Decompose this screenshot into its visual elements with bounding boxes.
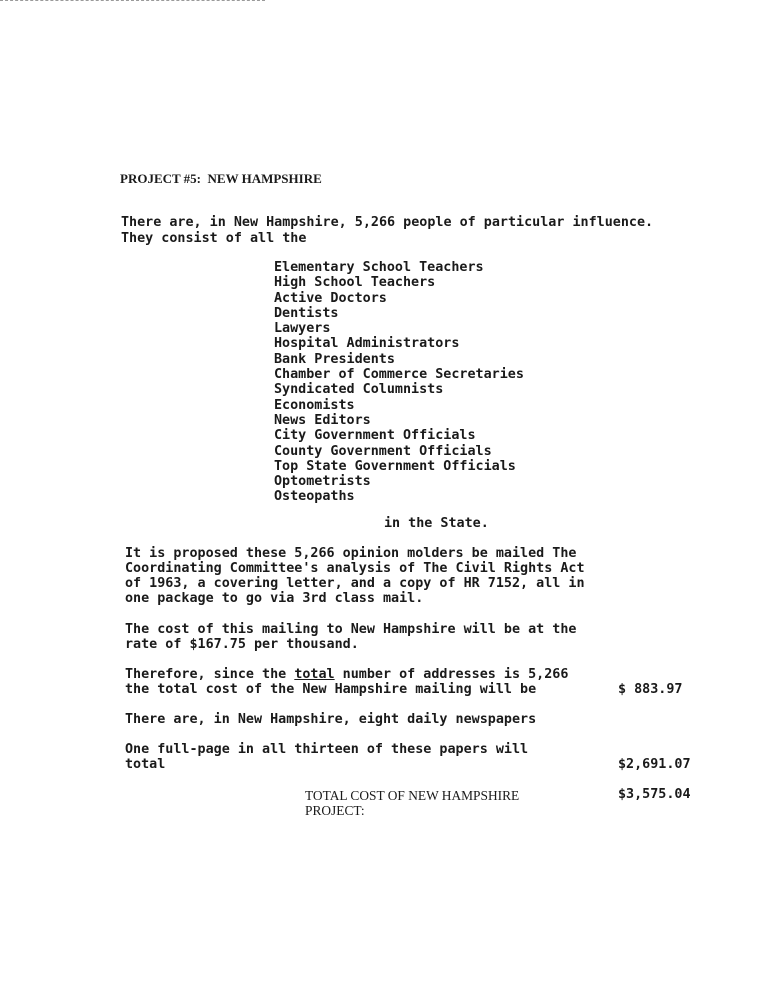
category-item: Elementary School Teachers: [274, 260, 484, 275]
category-item: Top State Government Officials: [274, 458, 516, 474]
category-item: News Editors: [274, 412, 371, 428]
category-item: Osteopaths: [274, 489, 355, 505]
proposal-line-4: one package to go via 3rd class mail.: [125, 591, 424, 606]
in-the-state-text: in the State.: [384, 516, 489, 531]
ads-line-2: total: [125, 757, 166, 772]
total-label-line-2: PROJECT:: [305, 803, 365, 818]
total-label-line-1: TOTAL COST OF NEW HAMPSHIRE: [305, 788, 520, 803]
proposal-line-1: It is proposed these 5,266 opinion molders be mailed The: [125, 546, 577, 561]
category-item: Hospital Administrators: [274, 336, 460, 352]
category-item: Active Doctors: [274, 290, 387, 306]
category-item: Economists: [274, 397, 355, 413]
category-item: Lawyers: [274, 321, 331, 337]
mailing-total-line-2: the total cost of the New Hampshire mailing will be: [125, 682, 537, 697]
ads-line-1: One full-page in all thirteen of these papers will: [125, 742, 529, 757]
influence-categories-list: [274, 260, 524, 505]
intro-line-2: They consist of all the: [121, 231, 307, 246]
newspapers-text: There are, in New Hampshire, eight daily newspapers: [125, 712, 537, 727]
category-item: Chamber of Commerce Secretaries: [274, 367, 524, 383]
total-cost-amount: $3,575.04: [618, 787, 691, 802]
ads-cost-amount: $2,691.07: [618, 757, 691, 772]
category-item: High School Teachers: [274, 275, 436, 291]
underlined-word: total: [294, 667, 335, 682]
proposal-line-2: Coordinating Committee's analysis of The Civil Rights Act: [125, 561, 585, 576]
category-item: County Government Officials: [274, 443, 492, 459]
intro-line-1: There are, in New Hampshire, 5,266 people of particular influence.: [121, 215, 654, 230]
proposal-line-3: of 1963, a covering letter, and a copy of HR 7152, all in: [125, 576, 585, 591]
category-item: Dentists: [274, 305, 339, 321]
category-item: City Government Officials: [274, 428, 476, 444]
top-dashed-rule: [0, 0, 265, 1]
category-item: Optometrists: [274, 474, 371, 490]
category-item: Bank Presidents: [274, 351, 395, 367]
page-title: PROJECT #5: NEW HAMPSHIRE: [120, 171, 322, 186]
mailing-total-line-1: Therefore, since the total number of addresses is 5,266: [125, 667, 569, 682]
mailing-cost-amount: $ 883.97: [618, 682, 683, 697]
category-item: Syndicated Columnists: [274, 382, 444, 398]
cost-rate-line-1: The cost of this mailing to New Hampshire will be at the: [125, 622, 577, 637]
cost-rate-line-2: rate of $167.75 per thousand.: [125, 637, 359, 652]
